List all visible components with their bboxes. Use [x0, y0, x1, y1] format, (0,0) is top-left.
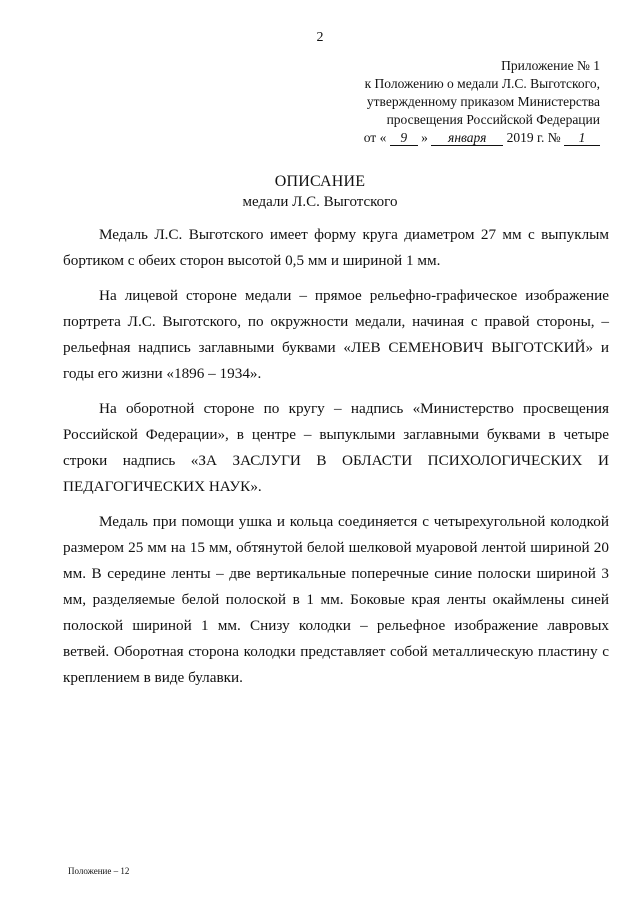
page-footer: Положение – 12: [68, 866, 130, 876]
date-day-handwritten: 9: [390, 130, 418, 146]
paragraph-4: Медаль при помощи ушка и кольца соединяется с четырехугольной колодкой размером 25 мм на 15 мм, обтянутой белой шелковой муаровой лентой шириной 20 мм. В середине ленты – две вертикальные поперечные синие полоски шириной 3 мм, разделяемые белой полоской в 1 мм. Боковые края ленты окаймлены синей полоской шириной 1 мм. Снизу колодки – рельефное изображение лавровых ветвей. Оборотная сторона колодки представляет собой металлическую пластину с креплением в виде булавки.: [63, 513, 609, 686]
page-number: 2: [316, 30, 324, 45]
appendix-line-2: к Положению о медали Л.С. Выготского,: [364, 76, 600, 91]
paragraph-1: Медаль Л.С. Выготского имеет форму круга диаметром 27 мм с выпуклым бортиком с обеих сторон высотой 0,5 мм и шириной 1 мм.: [63, 226, 609, 269]
date-month-handwritten: января: [431, 130, 503, 146]
title-block: [0, 172, 640, 212]
date-year-text: 2019 г. №: [506, 130, 561, 145]
document-subtitle: медали Л.С. Выготского: [242, 194, 398, 210]
appendix-date-line: [330, 129, 600, 147]
date-prefix: от «: [363, 130, 387, 145]
paragraph-2: На лицевой стороне медали – прямое рельефно-графическое изображение портрета Л.С. Выготского, по окружности медали, начиная с правой стороны, – рельефная надпись заглавными буквами «ЛЕВ СЕМЕНОВИЧ ВЫГОТСКИЙ» и годы его жизни «1896 – 1934».: [63, 287, 609, 382]
appendix-line-3: утвержденному приказом Министерства: [366, 94, 600, 109]
order-number-handwritten: 1: [564, 130, 600, 146]
appendix-line-1: Приложение № 1: [501, 58, 600, 73]
appendix-line-4: просвещения Российской Федерации: [386, 112, 600, 127]
paragraph-3: На оборотной стороне по кругу – надпись «Министерство просвещения Российской Федерации», в центре – выпуклыми заглавными буквами в четыре строки надпись «ЗА ЗАСЛУГИ В ОБЛАСТИ ПСИХОЛОГИЧЕСКИХ И ПЕДАГОГИЧЕСКИХ НАУК».: [63, 400, 609, 495]
appendix-header: [330, 57, 600, 147]
document-title: ОПИСАНИЕ: [274, 173, 366, 190]
date-mid: »: [421, 130, 428, 145]
body-text: [63, 222, 609, 700]
